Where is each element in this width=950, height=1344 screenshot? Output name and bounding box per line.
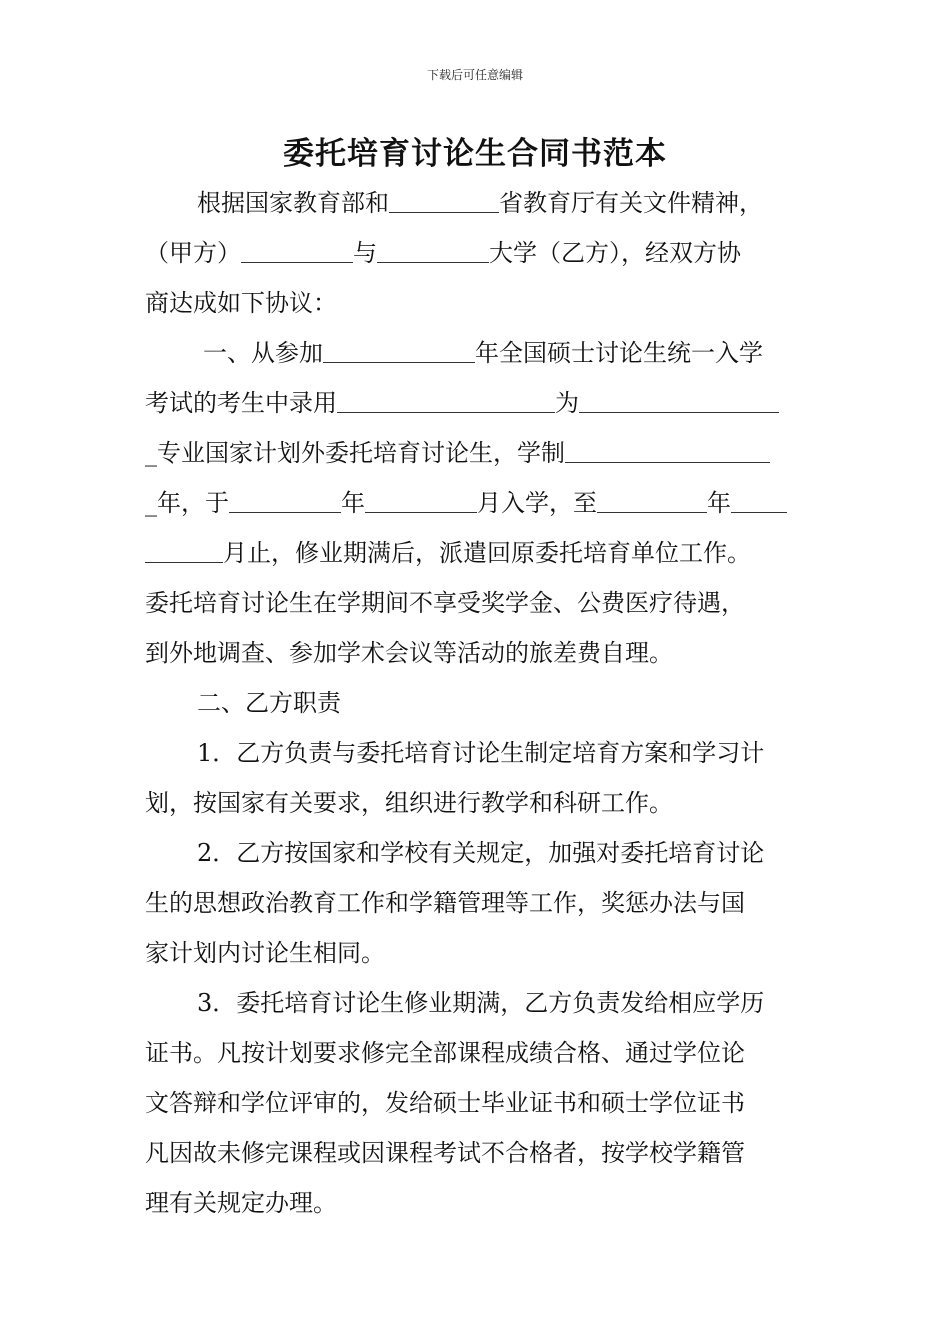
fill-blank-start-year <box>229 490 341 513</box>
text-line-8 <box>145 528 810 578</box>
fill-blank-end-month-b <box>145 540 223 563</box>
text-segment: 根据国家教育部和 <box>197 189 389 217</box>
text-segment: 月入学，至 <box>477 489 597 517</box>
document-body <box>145 178 810 1228</box>
text-line-3: 商达成如下协议： <box>145 289 337 317</box>
text-segment: 大学（乙方），经双方协 <box>489 239 741 267</box>
text-line-15: 生的思想政治教育工作和学籍管理等工作，奖惩办法与国 <box>145 889 745 917</box>
text-line-18: 证书。凡按计划要求修完全部课程成绩合格、通过学位论 <box>145 1039 745 1067</box>
text-line-16: 家计划内讨论生相同。 <box>145 939 385 967</box>
text-line-10: 到外地调查、参加学术会议等活动的旅差费自理。 <box>145 639 673 667</box>
text-segment: 年 <box>707 489 731 517</box>
fill-blank-university <box>377 240 489 263</box>
fill-blank-student <box>337 390 555 413</box>
text-line-1 <box>145 178 810 228</box>
fill-blank-year <box>323 340 475 363</box>
text-segment: 年全国硕士讨论生统一入学 <box>475 339 763 367</box>
text-line-21: 理有关规定办理。 <box>145 1189 337 1217</box>
text-line-9: 委托培育讨论生在学期间不享受奖学金、公费医疗待遇， <box>145 589 745 617</box>
text-line-5 <box>145 378 810 428</box>
fill-blank-duration <box>565 440 770 463</box>
text-segment: 一、从参加 <box>203 339 323 367</box>
text-line-19: 文答辩和学位评审的，发给硕士毕业证书和硕士学位证书 <box>145 1089 745 1117</box>
fill-blank-start-month <box>365 490 477 513</box>
fill-blank-end-year <box>597 490 707 513</box>
text-segment: 年 <box>341 489 365 517</box>
text-segment: _专业国家计划外委托培育讨论生，学制 <box>145 439 565 467</box>
text-segment: _年，于 <box>145 489 229 517</box>
document-title: 委托培育讨论生合同书范本 <box>283 136 667 172</box>
text-line-4 <box>145 328 810 378</box>
text-line-7 <box>145 478 810 528</box>
fill-blank-province <box>389 190 499 213</box>
text-line-13: 划，按国家有关要求，组织进行教学和科研工作。 <box>145 789 673 817</box>
text-segment: （甲方） <box>145 239 241 267</box>
text-segment: 省教育厅有关文件精神， <box>499 189 763 217</box>
text-line-14: 2．乙方按国家和学校有关规定，加强对委托培育讨论 <box>197 839 765 867</box>
section-heading-2: 二、乙方职责 <box>197 689 341 717</box>
text-line-20: 凡因故未修完课程或因课程考试不合格者，按学校学籍管 <box>145 1139 745 1167</box>
fill-blank-major <box>579 390 779 413</box>
text-segment: 月止，修业期满后，派遣回原委托培育单位工作。 <box>223 539 751 567</box>
fill-blank-party-a <box>241 240 353 263</box>
text-line-17: 3．委托培育讨论生修业期满，乙方负责发给相应学历 <box>197 989 765 1017</box>
text-line-2 <box>145 228 810 278</box>
text-segment: 考试的考生中录用 <box>145 389 337 417</box>
header-note: 下载后可任意编辑 <box>426 68 523 82</box>
fill-blank-end-month-a <box>731 490 787 513</box>
text-segment: 为 <box>555 389 579 417</box>
text-line-12: 1．乙方负责与委托培育讨论生制定培育方案和学习计 <box>197 739 765 767</box>
text-segment: 与 <box>353 239 377 267</box>
text-line-6 <box>145 428 810 478</box>
